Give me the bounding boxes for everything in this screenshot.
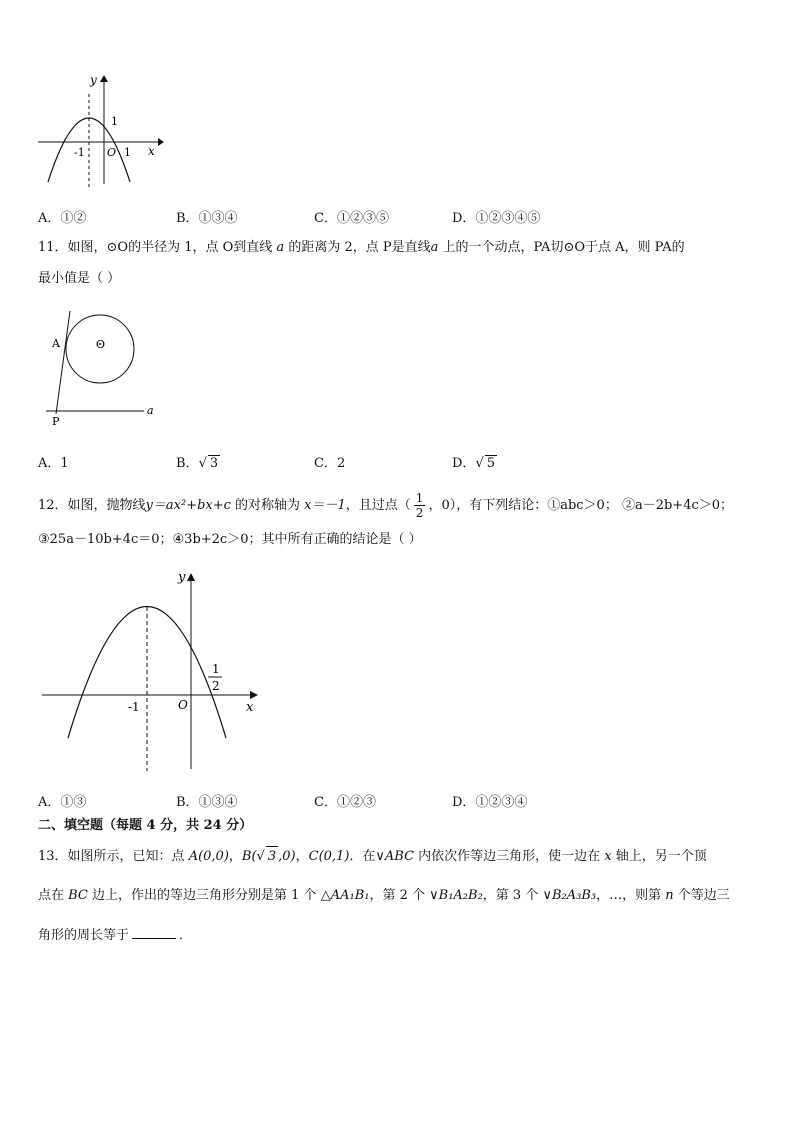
x-label: x [246, 700, 254, 715]
q12-option-d[interactable]: D．①②③④ [452, 795, 528, 810]
q13-question-line2: 点在 BC 边上，作出的等边三角形分别是第 1 个 △AA₁B₁，第 2 个 ∨B₁A₂B₂，第 3 个 ∨B₂A₃B₃，…，则第 n 个等边三 [38, 888, 730, 903]
q10-option-b[interactable]: B．①③④ [176, 211, 238, 226]
label-one-x: 1 [124, 146, 131, 159]
sqrt-3: 3 [209, 456, 219, 471]
q12-parabola-figure [40, 565, 265, 775]
y-axis-arrow [100, 75, 108, 82]
label-line-a: a [147, 404, 154, 417]
x-label: x [148, 144, 155, 158]
tangent-line-pa [56, 311, 70, 414]
q11-option-d[interactable]: D．√ 5 [452, 456, 496, 471]
label-p-point: P [52, 415, 60, 428]
label-neg-one: -1 [128, 700, 140, 714]
y-label: y [178, 570, 186, 585]
q12-question-line1: 12．如图，抛物线y＝ax²+bx+c 的对称轴为 x＝－1，且过点（ $\frac{1}{2}$ ，0），有下列结论：①abc＞0； ②a－2b+4c＞0； [38, 491, 734, 520]
label-half-num: 1 [212, 662, 220, 676]
x-axis-arrow [250, 691, 258, 699]
label-one-y: 1 [111, 115, 118, 128]
q12-option-c[interactable]: C．①②③ [314, 795, 376, 810]
q13-question-line1: 13．如图所示，已知：点 A(0,0)，B(√ 3 ,0)，C(0,1)．在∨ABC 内依次作等边三角形，使一边在 x 轴上，另一个顶 [38, 846, 707, 867]
q11-circle-figure [46, 310, 166, 430]
q11-option-b[interactable]: B．√ 3 [176, 456, 219, 471]
label-a-point: A [52, 337, 60, 350]
q10-option-a[interactable]: A．①② [38, 211, 87, 226]
label-origin: O [107, 146, 117, 159]
q11-question-line1: 11．如图，⊙O的半径为 1，点 O到直线 a 的距离为 2，点 P是直线a 上的一个动点，PA切⊙O于点 A，则 PA的 [38, 240, 685, 255]
label-o-point: O [96, 338, 106, 351]
label-neg-one: -1 [74, 146, 85, 159]
q11-option-c[interactable]: C．2 [314, 456, 346, 471]
y-label: y [90, 73, 97, 87]
section-fill-in-heading: 二、填空题（每题 4 分，共 24 分） [38, 818, 253, 833]
q11-option-a[interactable]: A．1 [38, 456, 69, 471]
answer-blank[interactable] [132, 926, 176, 939]
q10-option-d[interactable]: D．①②③④⑤ [452, 211, 541, 226]
q10-parabola-figure [36, 72, 166, 190]
q12-option-a[interactable]: A．①③ [38, 795, 87, 810]
y-axis-arrow [187, 573, 195, 581]
x-axis-arrow [158, 138, 164, 146]
q12-option-b[interactable]: B．①③④ [176, 795, 238, 810]
label-half-den: 2 [212, 679, 220, 693]
label-origin: O [178, 698, 188, 712]
q10-option-c[interactable]: C．①②③⑤ [314, 211, 389, 226]
sqrt-5: 5 [486, 456, 496, 471]
q12-question-line2: ③25a－10b+4c＝0；④3b+2c＞0；其中所有正确的结论是（ ） [38, 532, 422, 547]
fraction-one-half: $\frac{1}{2}$ [415, 491, 424, 520]
q13-question-line3: 角形的周长等于 ． [38, 928, 193, 943]
q11-question-line2: 最小值是（ ） [38, 271, 121, 286]
